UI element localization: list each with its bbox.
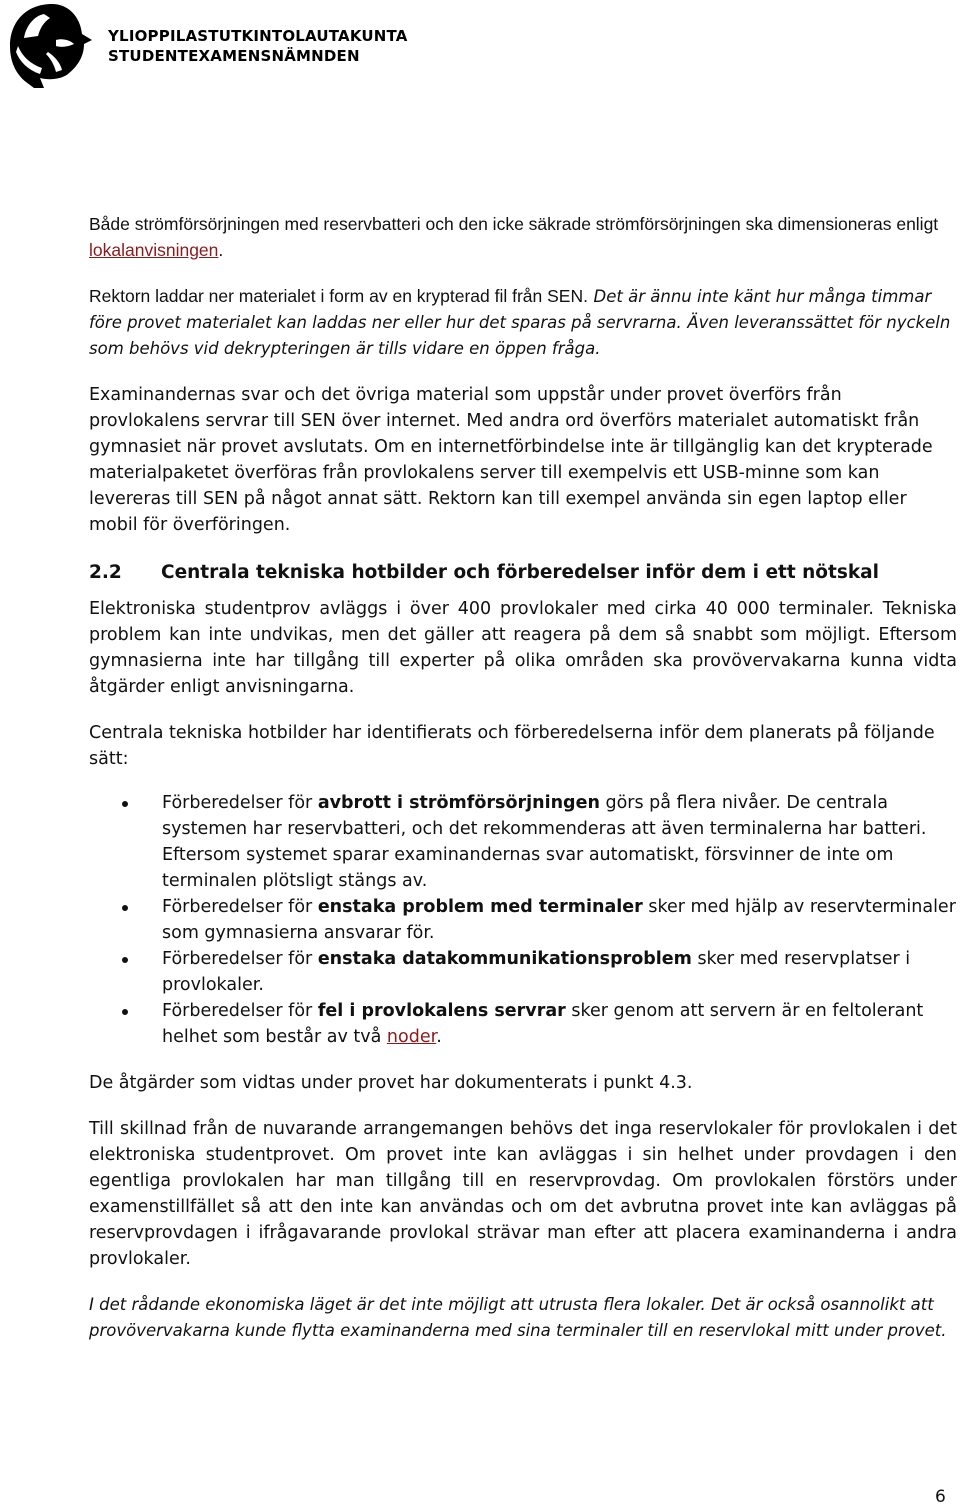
link-noder[interactable]: noder bbox=[386, 1027, 437, 1047]
paragraph-text: Både strömförsörjningen med reservbatteri och den icke säkrade strömförsörjningen ska dimensioneras enligt bbox=[89, 214, 939, 234]
bullet-icon bbox=[122, 801, 128, 807]
paragraph-economic-note: I det rådande ekonomiska läget är det inte möjligt att utrusta flera lokaler. Det är också osannolikt att provövervakarna kunde flytta examinanderna med sina terminaler till en reservlokal mitt under provet. bbox=[89, 1295, 947, 1340]
org-name-swedish: STUDENTEXAMENSNÄMNDEN bbox=[108, 47, 360, 65]
list-item-bold: enstaka problem med terminaler bbox=[317, 897, 643, 917]
list-item-bold: enstaka datakommunikationsproblem bbox=[317, 949, 692, 969]
list-item-text: sker genom att servern är en feltolerant helhet som består av två bbox=[162, 1001, 924, 1047]
paragraph-answers-transfer: Examinandernas svar och det övriga material som uppstår under provet överförs från provlokalens servrar till SEN över internet. Med andra ord överförs materialet automatiskt från gymnasiet när provet avslutats. Om en internetförbindelse inte är tillgänglig kan det krypterade materialpaketet överföras från provlokalens server till exempelvis ett USB-minne som kan levereras till SEN på något annat sätt. Rektorn kan till exempel använda sin egen laptop eller mobil för överföringen. bbox=[89, 385, 933, 535]
list-item-text: görs på flera nivåer. De centrala systemen har reservbatteri, och det rekommenderas att även terminalerna har batteri. Eftersom systemet sparar examinandernas svar automatiskt, försvinner de inte om terminalen plötsligt stängs av. bbox=[162, 793, 927, 891]
org-name-finnish: YLIOPPILASTUTKINTOLAUTAKUNTA bbox=[108, 27, 408, 45]
bullet-icon bbox=[122, 1009, 128, 1015]
list-item-text: Förberedelser för bbox=[162, 897, 318, 917]
italic-note-hours: Det är ännu inte känt hur många timmar före provet materialet kan laddas ner eller hur det sparas på servrarna. bbox=[89, 287, 932, 332]
section-heading bbox=[89, 560, 957, 586]
paragraph-test-locations: Elektroniska studentprov avläggs i över 400 provlokaler med cirka 40 000 terminaler. Tekniska problem kan inte undvikas, men det gäller att reagera på dem så snabbt som möjligt. Eftersom gymnasierna inte har tillgång till experter på olika områden ska provövervakarna kunna vidta åtgärder enligt anvisningarna. bbox=[89, 599, 957, 697]
list-item-text: Förberedelser för bbox=[162, 1001, 318, 1021]
list-item-bold: fel i provlokalens servrar bbox=[317, 1001, 566, 1021]
list-item-bold: avbrott i strömförsörjningen bbox=[317, 793, 600, 813]
list-item bbox=[89, 946, 957, 998]
paragraph-rector-download bbox=[89, 283, 957, 362]
paragraph-power-supply bbox=[89, 211, 957, 263]
organization-name bbox=[108, 26, 408, 66]
bullet-icon bbox=[122, 957, 128, 963]
document-body bbox=[89, 211, 957, 1344]
preparations-list bbox=[89, 790, 957, 1050]
page-header bbox=[0, 0, 960, 90]
list-item-text: sker med hjälp av reservterminaler som gymnasierna ansvarar för. bbox=[162, 897, 956, 943]
list-item-text: sker med reservplatser i provlokaler. bbox=[162, 949, 911, 995]
page-number: 6 bbox=[935, 1487, 946, 1507]
punctuation: . bbox=[218, 240, 224, 260]
bullet-icon bbox=[122, 905, 128, 911]
helmeted-head-logo-icon bbox=[4, 0, 100, 90]
italic-note-key: Även leveranssättet för nyckeln som behövs vid dekrypteringen är tills vidare en öppen fråga. bbox=[89, 313, 951, 358]
punctuation: . bbox=[436, 1027, 442, 1047]
paragraph-reserve-day: Till skillnad från de nuvarande arrangemangen behövs det inga reservlokaler för provlokalen i det elektroniska studentprovet. Om provet inte kan avläggas i sin helhet under provdagen i den egentliga provlokalen har man tillgång till en reservprovdag. Om provlokalen förstörs under examenstillfället så att den inte kan användas och om det avbrutna provet inte kan avläggas på reservprovdagen i ifrågavarande provlokal strävar man efter att placera examinanderna i andra provlokaler. bbox=[89, 1119, 957, 1269]
rector-sentence: Rektorn laddar ner materialet i form av en krypterad fil från SEN. bbox=[89, 286, 588, 306]
paragraph-threats-intro: Centrala tekniska hotbilder har identifierats och förberedelserna inför dem planerats på följande sätt: bbox=[89, 723, 935, 769]
section-number: 2.2 bbox=[89, 562, 122, 583]
paragraph-measures-reference: De åtgärder som vidtas under provet har dokumenterats i punkt 4.3. bbox=[89, 1073, 693, 1093]
list-item-text: Förberedelser för bbox=[162, 793, 318, 813]
list-item-text: Förberedelser för bbox=[162, 949, 318, 969]
section-title: Centrala tekniska hotbilder och förberedelser inför dem i ett nötskal bbox=[161, 562, 880, 583]
list-item bbox=[89, 998, 957, 1050]
list-item bbox=[89, 894, 957, 946]
link-lokalanvisningen[interactable]: lokalanvisningen bbox=[89, 240, 219, 260]
list-item bbox=[89, 790, 957, 894]
